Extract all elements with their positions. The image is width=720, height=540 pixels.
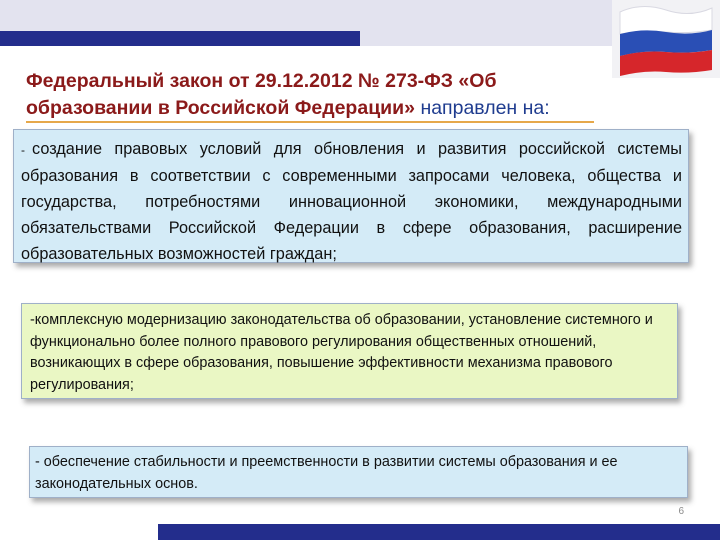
header-band-light-lower [360, 31, 612, 46]
header-band-dark [0, 31, 360, 46]
goal-box-2 [21, 303, 678, 399]
goal-box-3 [29, 446, 688, 498]
goal-text-2: -комплексную модернизацию законодательства об образовании, установление системного и функционально более полного правового регулирования общественных отношений, возникающих в сфере образования, повышение эффективности механизма правового регулирования; [30, 312, 653, 393]
footer-band [158, 524, 720, 540]
goal-box-1 [13, 129, 689, 263]
title-law-name: Федеральный закон от 29.12.2012 № 273-ФЗ «Об образовании в Российской Федерации» [26, 70, 497, 119]
slide-title [26, 68, 616, 122]
page-number: 6 [678, 506, 684, 517]
title-suffix: направлен на: [420, 97, 550, 119]
goal-dash: - [21, 143, 25, 157]
header-band-light [0, 0, 612, 31]
goal-text-3: - обеспечение стабильности и преемственности в развитии системы образования и ее законодательных основ. [35, 454, 618, 492]
russian-flag-icon [612, 0, 720, 78]
goal-text-1: создание правовых условий для обновления и развития российской системы образования в соответствии с современными запросами человека, общества и государства, потребностями инновационной экономики, международными обязательствами Российской Федерации в сфере образования, расширение образовательных возможностей граждан; [21, 140, 682, 263]
title-underline [26, 121, 594, 123]
